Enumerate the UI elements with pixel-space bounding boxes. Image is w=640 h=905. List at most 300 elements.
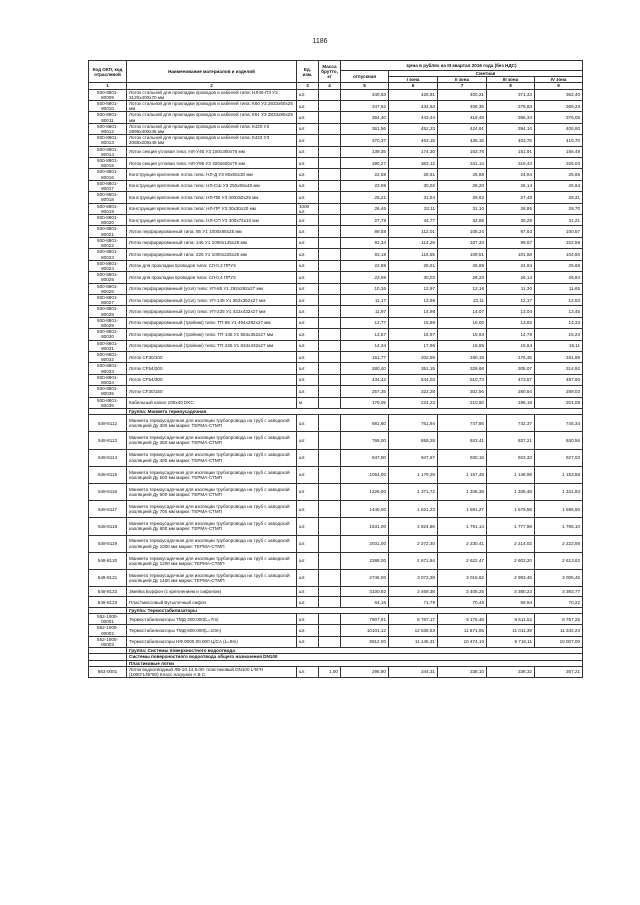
row-unit: шт. [297, 518, 319, 535]
row-price-zone-3: 11 011,39 [487, 625, 535, 636]
row-name: Лоток CF54/300 [127, 374, 297, 385]
row-price-release: 179,05 [341, 397, 389, 408]
row-name: Лоток перфорированный (угол) типа: УП-85 У1 292х292х27 мм [127, 283, 297, 294]
row-price-zone-4: 927,03 [535, 449, 583, 466]
row-price-zone-2: 3 015,62 [438, 569, 487, 586]
row-code: 500-8801-80011 [89, 112, 127, 123]
row-price-zone-1: 363,12 [389, 158, 438, 169]
row-price-release: 27,79 [341, 215, 389, 226]
colnum: 8 [487, 83, 535, 89]
row-code: 500-8801-80036 [89, 397, 127, 408]
row-price-zone-4: 745,34 [535, 415, 583, 432]
table-row [89, 294, 583, 305]
row-price-release: 2746,00 [341, 569, 389, 586]
header-name: Наименование материалов и изделий [127, 61, 297, 83]
row-price-zone-3: 473,57 [487, 374, 535, 385]
row-price-zone-3: 15,64 [487, 340, 535, 351]
row-price-zone-4: 26,94 [535, 180, 583, 191]
row-code: 500-8801-80016 [89, 169, 127, 180]
group-title: Системы поверхностного водоотвода общего назначения DN100 [127, 654, 583, 660]
row-name: Лоток перфорированный (угол) типа: УП-225 У1 432х432х27 мм [127, 306, 297, 317]
row-unit: шт. [297, 192, 319, 203]
row-name: Лоток перфорированный типа: 145 У1 1000х145х25 мм [127, 237, 297, 248]
colnum: 2 [127, 83, 297, 89]
row-price-zone-2: 338,10 [438, 666, 487, 677]
row-name: Термостабилизаторы ТМД-600.000(L=10m) [127, 625, 297, 636]
table-row [89, 432, 583, 449]
row-code: 500-8801-80020 [89, 215, 127, 226]
row-mass [319, 272, 341, 283]
row-code: 500-8801-80035 [89, 386, 127, 397]
row-price-zone-3: 12,17 [487, 294, 535, 305]
colnum: 9 [535, 83, 583, 89]
row-mass [319, 535, 341, 552]
row-price-zone-4: 12,53 [535, 294, 583, 305]
table-row [89, 625, 583, 636]
row-price-zone-1: 1 824,86 [389, 518, 438, 535]
row-price-zone-3: 2 214,02 [487, 535, 535, 552]
row-price-zone-2: 2 230,41 [438, 535, 487, 552]
row-code: 552-1000-00002 [89, 625, 127, 636]
row-mass [319, 123, 341, 134]
row-price-zone-2: 26,88 [438, 260, 487, 271]
row-name: Манжета термоусадочная для изоляции трубопровода на труб с заводской изоляцией Ду 500 мм марки: ТЕРМА-СТМП [127, 466, 297, 483]
row-price-zone-3: 9 716,11 [487, 636, 535, 647]
row-price-release: 11,97 [341, 306, 389, 317]
row-unit: шт. [297, 449, 319, 466]
row-unit: шт. [297, 158, 319, 169]
row-price-release: 25,21 [341, 192, 389, 203]
table-row [89, 215, 583, 226]
group-title: Группа: Термостабилизаторы [127, 607, 583, 613]
row-price-zone-4: 1 585,90 [535, 501, 583, 518]
table-row [89, 552, 583, 569]
row-mass [319, 294, 341, 305]
table-row [89, 329, 583, 340]
group-title: Группа: Системы поверхностного водоотвода [127, 648, 583, 654]
row-price-release: 290,27 [341, 158, 389, 169]
row-mass [319, 146, 341, 157]
row-price-zone-3: 403,75 [487, 135, 535, 146]
row-unit: шт. [297, 597, 319, 607]
row-name: Лоток перфорированный типа: 85 У1 1000х85х25 мм [127, 226, 297, 237]
table-row [89, 614, 583, 625]
row-price-release: 1631,00 [341, 518, 389, 535]
row-price-zone-2: 747,86 [438, 415, 487, 432]
row-name: Лоток CF54/200 [127, 363, 297, 374]
row-price-zone-4: 25,66 [535, 169, 583, 180]
table-row [89, 386, 583, 397]
row-price-zone-1: 16,97 [389, 329, 438, 340]
row-code: 552-1000-00003 [89, 636, 127, 647]
row-price-zone-2: 15,93 [438, 329, 487, 340]
row-price-zone-4: 28,31 [535, 192, 583, 203]
row-unit: шт. [297, 237, 319, 248]
header-code: Код ОКП, код отраслевой [89, 61, 127, 83]
row-price-zone-2: 26,88 [438, 169, 487, 180]
row-code: 552-1000-00001 [89, 614, 127, 625]
row-unit: шт. [297, 249, 319, 260]
row-price-zone-3: 14,79 [487, 329, 535, 340]
row-price-zone-1: 33,11 [389, 203, 438, 214]
row-code: 548-8112 [89, 415, 127, 432]
row-code: 500-8801-80009 [89, 89, 127, 100]
row-price-zone-3: 1 148,98 [487, 466, 535, 483]
row-mass [319, 237, 341, 248]
table-row [89, 518, 583, 535]
row-price-zone-2: 9 176,48 [438, 614, 487, 625]
row-price-zone-4: 102,59 [535, 237, 583, 248]
row-price-zone-1: 1 621,23 [389, 501, 438, 518]
row-mass [319, 203, 341, 214]
row-mass [319, 415, 341, 432]
row-code: 548-8119 [89, 535, 127, 552]
row-price-zone-1: 947,67 [389, 449, 438, 466]
row-name: Конструкция крепления лотка типа: НЛ-СП У3 400х74х10 мм [127, 215, 297, 226]
row-name: Лоток стальной для прокладки проводов и кабелей типа: К60 У3 2833х60х25 мм [127, 101, 297, 112]
row-price-zone-4: 415,70 [535, 135, 583, 146]
page-number: 1186 [312, 38, 328, 45]
row-price-zone-2: 1 157,49 [438, 466, 487, 483]
row-mass [319, 363, 341, 374]
row-price-release: 768,00 [341, 432, 389, 449]
row-code: 500-8801-80021 [89, 226, 127, 237]
row-mass [319, 158, 341, 169]
row-unit: шт. [297, 636, 319, 647]
row-code: 548-8113 [89, 432, 127, 449]
row-price-zone-1: 434,63 [389, 101, 438, 112]
header-release: отпускная [341, 71, 389, 83]
row-unit: шт. [297, 306, 319, 317]
row-code: 548-8121 [89, 569, 127, 586]
row-price-release: 340,63 [341, 89, 389, 100]
row-price-zone-1: 544,03 [389, 374, 438, 385]
row-price-release: 89,58 [341, 226, 389, 237]
row-price-release: 2031,00 [341, 535, 389, 552]
row-price-release: 26,46 [341, 203, 389, 214]
row-unit: шт. [297, 123, 319, 134]
row-unit: шт. [297, 340, 319, 351]
row-unit: шт. [297, 614, 319, 625]
row-price-release: 91,34 [341, 237, 389, 248]
row-unit: шт. [297, 329, 319, 340]
row-mass [319, 518, 341, 535]
row-mass [319, 101, 341, 112]
row-price-zone-2: 2 622,47 [438, 552, 487, 569]
row-price-release: 257,35 [341, 386, 389, 397]
row-price-zone-3: 316,43 [487, 158, 535, 169]
row-mass [319, 636, 341, 647]
row-price-zone-1: 3 469,38 [389, 587, 438, 597]
row-code: 500-8801-80015 [89, 158, 127, 169]
row-price-zone-3: 24,94 [487, 260, 535, 271]
row-price-release: 23,98 [341, 272, 389, 283]
row-price-zone-4: 2 613,62 [535, 552, 583, 569]
row-price-zone-1: 1 179,28 [389, 466, 438, 483]
row-price-zone-4: 840,56 [535, 432, 583, 449]
row-price-release: 11,17 [341, 294, 389, 305]
row-code: 500-8801-80013 [89, 135, 127, 146]
table-row [89, 89, 583, 100]
row-code: 548-8117 [89, 501, 127, 518]
row-price-zone-1: 761,94 [389, 415, 438, 432]
row-price-release: 22,68 [341, 169, 389, 180]
header-mass: Масса брутто, кг [319, 61, 341, 83]
colnum: 5 [341, 83, 389, 89]
row-unit: 1000 шт. [297, 203, 319, 214]
row-price-zone-4: 15,23 [535, 329, 583, 340]
row-price-zone-1: 12 635,53 [389, 625, 438, 636]
row-mass [319, 449, 341, 466]
row-price-zone-3: 394,14 [487, 123, 535, 134]
row-name: Лоток перфорированный типа: 225 У1 1000х225х25 мм [127, 249, 297, 260]
row-price-release: 681,60 [341, 415, 389, 432]
row-price-release: 3100,92 [341, 587, 389, 597]
row-price-zone-3: 13,92 [487, 317, 535, 328]
row-price-zone-4: 10 007,00 [535, 636, 583, 647]
row-code: 500-8801-80027 [89, 294, 127, 305]
row-unit: шт. [297, 587, 319, 597]
row-mass [319, 432, 341, 449]
row-code: 500-8801-80025 [89, 272, 127, 283]
row-name: Манжета термоусадочная для изоляции трубопровода на труб с заводской изоляцией Ду 600 мм марки: ТЕРМА-СТМП [127, 483, 297, 500]
group-title: Группа: Манжета термоусадочная [127, 408, 583, 414]
row-price-zone-3: 30,29 [487, 215, 535, 226]
header-zone-4: IV зона [535, 77, 583, 83]
row-code: 500-8801-80031 [89, 340, 127, 351]
row-price-zone-4: 13,45 [535, 306, 583, 317]
row-mass [319, 374, 341, 385]
row-unit: шт [297, 483, 319, 500]
row-name: Манжета термоусадочная для изоляции трубопровода на труб с заводской изоляцией Ду 1200 мм марки: ТЕРМА-СТМП [127, 552, 297, 569]
row-price-zone-1: 8 767,17 [389, 614, 438, 625]
row-code: 500-8801-80010 [89, 101, 127, 112]
price-table-body [89, 89, 583, 678]
row-price-release: 361,56 [341, 123, 389, 134]
row-price-zone-3: 742,37 [487, 415, 535, 432]
row-price-zone-2: 329,68 [438, 363, 487, 374]
row-mass [319, 169, 341, 180]
row-price-zone-2: 435,15 [438, 135, 487, 146]
row-unit: шт. [297, 226, 319, 237]
row-price-release: 139,35 [341, 146, 389, 157]
row-unit: шт. [297, 272, 319, 283]
row-price-zone-4: 31,21 [535, 215, 583, 226]
table-row [89, 415, 583, 432]
row-price-zone-2: 1 591,27 [438, 501, 487, 518]
row-code: 500-8801-80023 [89, 249, 127, 260]
table-row [89, 363, 583, 374]
row-code: 548-8116 [89, 483, 127, 500]
table-row [89, 636, 583, 647]
row-unit: шт. [297, 501, 319, 518]
table-row [89, 597, 583, 607]
row-name: Лоток стальной для прокладки проводов и кабелей типа: К61 У3 2833х80х25 мм [127, 112, 297, 123]
row-price-zone-2: 210,50 [438, 397, 487, 408]
row-name: Змейка Борфон (с креплением и сифоном) [127, 587, 297, 597]
row-price-release: 161,77 [341, 351, 389, 362]
row-price-zone-3: 97,63 [487, 226, 535, 237]
row-price-zone-1: 202,59 [389, 351, 438, 362]
row-code: 500-8801-80026 [89, 283, 127, 294]
table-row [89, 340, 583, 351]
row-price-zone-4: 201,09 [535, 397, 583, 408]
row-price-zone-1: 114,29 [389, 237, 438, 248]
row-name: Лоток водоотводный ЛВ-10.14.5.00- пластиковый DN100 L*B*H (1000*145*80) Класс нагрузки А В С [127, 666, 297, 677]
row-price-zone-1: 15,98 [389, 317, 438, 328]
row-unit: шт. [297, 535, 319, 552]
row-price-zone-2: 843,41 [438, 432, 487, 449]
row-price-zone-1: 30,02 [389, 180, 438, 191]
row-unit: шт. [297, 215, 319, 226]
row-code: 500-8801-80017 [89, 180, 127, 191]
table-row [89, 501, 583, 518]
row-unit: шт. [297, 180, 319, 191]
row-name: Термостабилизаторы ТМД-300.000(L=7m) [127, 614, 297, 625]
row-price-zone-2: 16,86 [438, 340, 487, 351]
table-row [89, 374, 583, 385]
row-price-zone-3: 2 993,46 [487, 569, 535, 586]
row-price-release: 10,36 [341, 283, 389, 294]
row-code: 563-0001 [89, 666, 127, 677]
row-price-zone-2: 190,19 [438, 351, 487, 362]
row-price-release: 7807,91 [341, 614, 389, 625]
header-price-title: Цена в рублях на III квартал 2016 года (без НДС) [341, 61, 583, 71]
row-price-zone-1: 463,15 [389, 135, 438, 146]
row-price-zone-1: 17,96 [389, 340, 438, 351]
row-name: Лоток стальной для прокладки проводов и кабелей типа: НЛ40-П3 У3 3120х400х70 мм [127, 89, 297, 100]
table-row [89, 306, 583, 317]
row-price-zone-4: 289,03 [535, 386, 583, 397]
table-row [89, 226, 583, 237]
row-price-release: 22,88 [341, 260, 389, 271]
row-price-release: 280,40 [341, 363, 389, 374]
row-price-zone-3: 305,07 [487, 363, 535, 374]
row-mass [319, 587, 341, 597]
row-price-zone-4: 314,92 [535, 363, 583, 374]
row-price-zone-1: 11 145,31 [389, 636, 438, 647]
row-price-release: 370,37 [341, 135, 389, 146]
colnum: 7 [438, 83, 487, 89]
row-price-zone-2: 302,56 [438, 386, 487, 397]
row-unit: шт. [297, 351, 319, 362]
row-name: Манжета термоусадочная для изоляции трубопровода на труб с заводской изоляцией Ду 800 мм марки: ТЕРМА-СТМП [127, 518, 297, 535]
row-price-zone-3: 2 603,20 [487, 552, 535, 569]
row-price-zone-2: 341,14 [438, 158, 487, 169]
row-price-zone-4: 405,60 [535, 123, 583, 134]
row-price-zone-3: 99,57 [487, 237, 535, 248]
row-price-zone-4: 104,60 [535, 249, 583, 260]
row-mass [319, 317, 341, 328]
table-row [89, 351, 583, 362]
row-price-zone-2: 28,20 [438, 272, 487, 283]
row-price-zone-2: 14,07 [438, 306, 487, 317]
row-price-release: 1449,00 [341, 501, 389, 518]
row-price-zone-4: 29,70 [535, 203, 583, 214]
row-price-zone-1: 1 371,72 [389, 483, 438, 500]
row-price-zone-1: 3 072,38 [389, 569, 438, 586]
row-name: Лоток стальной для прокладки проводов и кабелей типа: К420 У3 2895х400х45 мм [127, 123, 297, 134]
row-price-zone-3: 280,54 [487, 386, 535, 397]
row-price-release: 64,16 [341, 597, 389, 607]
row-price-zone-4: 181,89 [535, 351, 583, 362]
row-price-zone-2: 109,51 [438, 249, 487, 260]
row-price-zone-2: 163,78 [438, 146, 487, 157]
row-mass [319, 283, 341, 294]
row-price-release: 1226,00 [341, 483, 389, 500]
row-price-zone-3: 837,21 [487, 432, 535, 449]
row-mass [319, 397, 341, 408]
row-mass [319, 614, 341, 625]
row-unit: шт. [297, 415, 319, 432]
table-row [89, 169, 583, 180]
row-price-zone-3: 386,34 [487, 112, 535, 123]
table-row [89, 135, 583, 146]
row-unit: шт. [297, 89, 319, 100]
row-price-zone-1: 13,98 [389, 294, 438, 305]
table-row [89, 203, 583, 214]
row-price-zone-2: 408,35 [438, 101, 487, 112]
table-row [89, 317, 583, 328]
row-code: 500-8801-80012 [89, 123, 127, 134]
row-name: Лоток секция угловая типа: НЛ-У45 У3 100х300х75 мм [127, 146, 297, 157]
row-price-zone-2: 28,20 [438, 180, 487, 191]
table-row [89, 569, 583, 586]
row-price-zone-3: 151,91 [487, 146, 535, 157]
row-price-zone-4: 1 785,10 [535, 518, 583, 535]
row-code: 500-8801-80034 [89, 374, 127, 385]
row-code: 500-8801-80030 [89, 329, 127, 340]
row-price-zone-2: 70,46 [438, 597, 487, 607]
table-row [89, 466, 583, 483]
row-code: 500-8801-80032 [89, 351, 127, 362]
row-price-zone-2: 1 346,38 [438, 483, 487, 500]
row-name: Пластмассовый Бутылочный сифон [127, 597, 297, 607]
row-price-zone-1: 71,79 [389, 597, 438, 607]
row-price-zone-4: 357,21 [535, 666, 583, 677]
row-code: 500-8801-80019 [89, 203, 127, 214]
row-price-zone-2: 32,66 [438, 215, 487, 226]
row-price-zone-4: 11,65 [535, 283, 583, 294]
row-code: 500-8801-80028 [89, 306, 127, 317]
row-price-zone-1: 14,98 [389, 306, 438, 317]
row-price-zone-3: 27,48 [487, 192, 535, 203]
row-unit: шт. [297, 260, 319, 271]
row-price-zone-3: 26,14 [487, 272, 535, 283]
row-price-release: 347,52 [341, 101, 389, 112]
row-name: Конструкция крепления лотка типа: НЛ-ПВ У3 400х50х25 мм [127, 192, 297, 203]
row-price-zone-3: 195,19 [487, 397, 535, 408]
row-code: 500-8801-80018 [89, 192, 127, 203]
row-unit: шт. [297, 374, 319, 385]
header-zone-3: III зона [487, 77, 535, 83]
row-name: Лоток перфорированный (тройник) типа: ТП-225 У1 634х432х27 мм [127, 340, 297, 351]
row-price-zone-2: 416,48 [438, 112, 487, 123]
row-code: 548-8123 [89, 597, 127, 607]
row-price-zone-4: 1 153,58 [535, 466, 583, 483]
row-unit: шт. [297, 569, 319, 586]
row-price-zone-4: 362,40 [535, 89, 583, 100]
colnum: 4 [319, 83, 341, 89]
row-price-zone-4: 3 005,45 [535, 569, 583, 586]
row-price-zone-4: 2 222,88 [535, 535, 583, 552]
row-mass [319, 466, 341, 483]
colnum: 1 [89, 83, 127, 89]
price-table [88, 60, 583, 678]
row-price-zone-3: 24,94 [487, 169, 535, 180]
row-name: Манжета термоусадочная для изоляции трубопровода на труб с заводской изоляцией Ду 1000 мм марки: ТЕРМА-СТМП [127, 535, 297, 552]
row-price-zone-2: 1 791,14 [438, 518, 487, 535]
